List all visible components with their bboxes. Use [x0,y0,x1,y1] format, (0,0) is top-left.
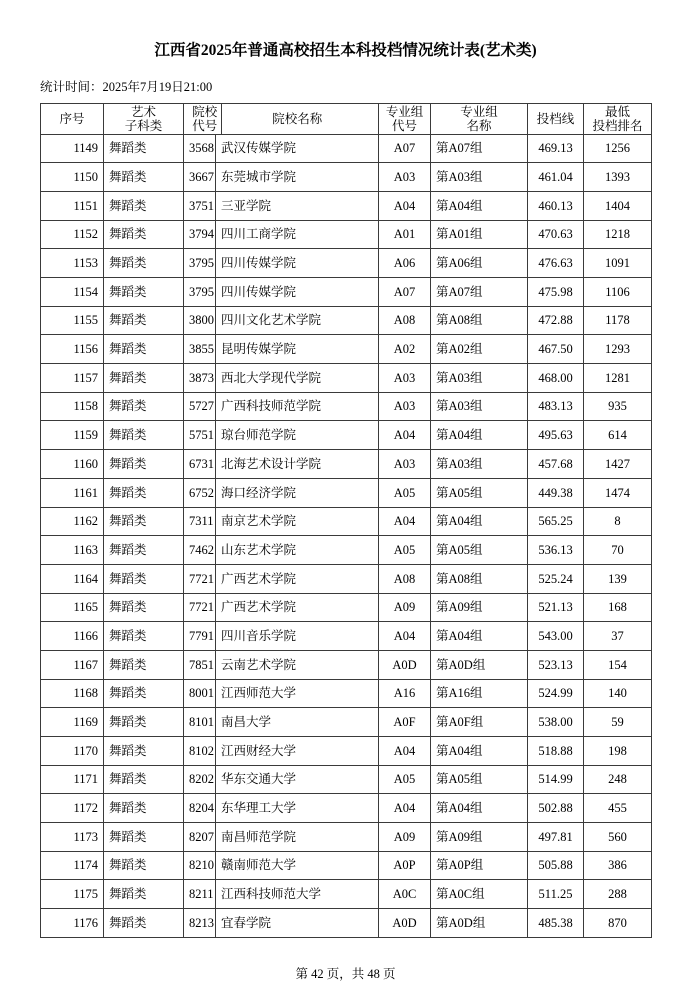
cell-line: 514.99 [528,765,584,794]
cell-gname: 第A0C组 [431,880,528,909]
cell-rank: 1256 [584,134,652,163]
cell-code: 3568 [184,134,216,163]
cell-seq: 1162 [41,507,104,536]
cell-line: 518.88 [528,737,584,766]
cell-line: 475.98 [528,278,584,307]
cell-seq: 1154 [41,278,104,307]
cell-subcat: 舞蹈类 [104,278,184,307]
cell-seq: 1157 [41,364,104,393]
cell-code: 3794 [184,220,216,249]
cell-code: 8207 [184,823,216,852]
cell-seq: 1173 [41,823,104,852]
column-header-school [184,103,379,134]
table-row [41,220,652,249]
cell-subcat: 舞蹈类 [104,622,184,651]
cell-code: 8202 [184,765,216,794]
cell-code: 8001 [184,679,216,708]
cell-seq: 1152 [41,220,104,249]
cell-subcat: 舞蹈类 [104,364,184,393]
table-row [41,794,652,823]
cell-name: 南昌师范学院 [216,823,379,852]
cell-seq: 1175 [41,880,104,909]
header-text: 专业组 [460,104,498,119]
cell-name: 东华理工大学 [216,794,379,823]
column-header-admission-score [528,103,584,134]
table-row [41,564,652,593]
cell-gcode: A03 [379,450,431,479]
table-row [41,650,652,679]
cell-seq: 1174 [41,851,104,880]
cell-name: 广西艺术学院 [216,564,379,593]
cell-rank: 1427 [584,450,652,479]
cell-subcat: 舞蹈类 [104,392,184,421]
table-row [41,450,652,479]
table-row [41,507,652,536]
cell-gcode: A03 [379,163,431,192]
cell-seq: 1150 [41,163,104,192]
cell-name: 华东交通大学 [216,765,379,794]
cell-seq: 1172 [41,794,104,823]
cell-subcat: 舞蹈类 [104,564,184,593]
cell-gname: 第A03组 [431,364,528,393]
cell-name: 江西财经大学 [216,737,379,766]
cell-name: 江西师范大学 [216,679,379,708]
cell-line: 565.25 [528,507,584,536]
cell-rank: 1293 [584,335,652,364]
cell-subcat: 舞蹈类 [104,191,184,220]
table-row [41,163,652,192]
cell-gcode: A03 [379,392,431,421]
cell-gname: 第A07组 [431,134,528,163]
cell-code: 8213 [184,909,216,938]
cell-gcode: A0D [379,909,431,938]
cell-rank: 1281 [584,364,652,393]
cell-seq: 1158 [41,392,104,421]
cell-name: 四川传媒学院 [216,278,379,307]
cell-name: 南昌大学 [216,708,379,737]
cell-line: 538.00 [528,708,584,737]
cell-line: 505.88 [528,851,584,880]
cell-gname: 第A04组 [431,507,528,536]
cell-line: 511.25 [528,880,584,909]
stat-time [40,77,651,95]
header-text: 名称 [466,118,492,133]
cell-gcode: A06 [379,249,431,278]
cell-code: 3751 [184,191,216,220]
cell-line: 524.99 [528,679,584,708]
cell-seq: 1163 [41,536,104,565]
table-row [41,737,652,766]
cell-name: 三亚学院 [216,191,379,220]
cell-name: 四川文化艺术学院 [216,306,379,335]
cell-code: 6752 [184,478,216,507]
table-row [41,306,652,335]
cell-rank: 935 [584,392,652,421]
cell-gcode: A0D [379,650,431,679]
cell-subcat: 舞蹈类 [104,306,184,335]
cell-subcat: 舞蹈类 [104,737,184,766]
cell-gname: 第A08组 [431,564,528,593]
cell-subcat: 舞蹈类 [104,163,184,192]
cell-seq: 1164 [41,564,104,593]
cell-gname: 第A09组 [431,823,528,852]
cell-gcode: A09 [379,823,431,852]
table-row [41,191,652,220]
cell-gcode: A04 [379,421,431,450]
cell-gcode: A05 [379,536,431,565]
column-header-lowest-rank [584,103,652,134]
table-row [41,708,652,737]
cell-gname: 第A03组 [431,450,528,479]
cell-subcat: 舞蹈类 [104,536,184,565]
cell-line: 495.63 [528,421,584,450]
cell-code: 7721 [184,593,216,622]
cell-subcat: 舞蹈类 [104,478,184,507]
table-row [41,536,652,565]
cell-subcat: 舞蹈类 [104,650,184,679]
cell-subcat: 舞蹈类 [104,909,184,938]
cell-line: 467.50 [528,335,584,364]
cell-line: 543.00 [528,622,584,651]
cell-gname: 第A07组 [431,278,528,307]
cell-gname: 第A01组 [431,220,528,249]
cell-seq: 1176 [41,909,104,938]
cell-subcat: 舞蹈类 [104,507,184,536]
cell-code: 3800 [184,306,216,335]
cell-name: 东莞城市学院 [216,163,379,192]
cell-gname: 第A04组 [431,191,528,220]
cell-subcat: 舞蹈类 [104,794,184,823]
cell-subcat: 舞蹈类 [104,335,184,364]
table-row [41,335,652,364]
cell-code: 6731 [184,450,216,479]
table-row [41,851,652,880]
cell-gcode: A04 [379,794,431,823]
page-number-text: 第 42 页，共 48 页 [295,966,396,981]
table-row [41,765,652,794]
cell-rank: 1218 [584,220,652,249]
cell-rank: 154 [584,650,652,679]
column-header-group-name [431,103,528,134]
cell-seq: 1167 [41,650,104,679]
cell-subcat: 舞蹈类 [104,851,184,880]
header-text: 艺术 [130,104,156,119]
cell-seq: 1170 [41,737,104,766]
cell-name: 四川传媒学院 [216,249,379,278]
cell-line: 523.13 [528,650,584,679]
cell-gcode: A04 [379,737,431,766]
cell-gcode: A05 [379,765,431,794]
cell-code: 8204 [184,794,216,823]
cell-gcode: A0P [379,851,431,880]
cell-line: 468.00 [528,364,584,393]
cell-rank: 455 [584,794,652,823]
cell-rank: 59 [584,708,652,737]
cell-code: 8102 [184,737,216,766]
cell-rank: 139 [584,564,652,593]
cell-rank: 614 [584,421,652,450]
cell-subcat: 舞蹈类 [104,450,184,479]
cell-rank: 70 [584,536,652,565]
cell-gcode: A07 [379,278,431,307]
cell-code: 5727 [184,392,216,421]
header-text: 代号 [392,118,418,133]
cell-line: 525.24 [528,564,584,593]
cell-code: 8211 [184,880,216,909]
table-row [41,249,652,278]
cell-subcat: 舞蹈类 [104,880,184,909]
table-row [41,421,652,450]
cell-name: 广西艺术学院 [216,593,379,622]
cell-rank: 8 [584,507,652,536]
cell-gname: 第A02组 [431,335,528,364]
cell-gcode: A0F [379,708,431,737]
cell-line: 536.13 [528,536,584,565]
cell-line: 472.88 [528,306,584,335]
header-text: 子科类 [124,118,163,133]
table-row [41,364,652,393]
cell-name: 昆明传媒学院 [216,335,379,364]
cell-gcode: A0C [379,880,431,909]
cell-gcode: A16 [379,679,431,708]
cell-name: 海口经济学院 [216,478,379,507]
cell-name: 广西科技师范学院 [216,392,379,421]
cell-seq: 1160 [41,450,104,479]
table-row [41,134,652,163]
cell-line: 469.13 [528,134,584,163]
cell-rank: 1404 [584,191,652,220]
cell-gcode: A08 [379,564,431,593]
cell-seq: 1166 [41,622,104,651]
cell-code: 8210 [184,851,216,880]
cell-rank: 1474 [584,478,652,507]
cell-line: 476.63 [528,249,584,278]
cell-gname: 第A05组 [431,765,528,794]
cell-subcat: 舞蹈类 [104,249,184,278]
table-header-row [41,103,652,134]
cell-gname: 第A05组 [431,536,528,565]
table-row [41,679,652,708]
column-header-subcategory [104,103,184,134]
cell-rank: 1393 [584,163,652,192]
cell-rank: 560 [584,823,652,852]
cell-line: 449.38 [528,478,584,507]
table-row [41,880,652,909]
cell-gcode: A08 [379,306,431,335]
cell-code: 7721 [184,564,216,593]
cell-rank: 37 [584,622,652,651]
cell-name: 云南艺术学院 [216,650,379,679]
cell-name: 四川工商学院 [216,220,379,249]
cell-gcode: A03 [379,364,431,393]
cell-rank: 870 [584,909,652,938]
cell-gcode: A01 [379,220,431,249]
cell-rank: 1091 [584,249,652,278]
cell-gname: 第A0D组 [431,909,528,938]
header-text: 投档线 [536,111,575,126]
table-row [41,392,652,421]
header-text: 专业组 [385,104,424,119]
cell-line: 457.68 [528,450,584,479]
cell-gname: 第A04组 [431,737,528,766]
cell-subcat: 舞蹈类 [104,708,184,737]
cell-seq: 1169 [41,708,104,737]
admission-statistics-table [40,103,652,938]
header-text: 最低 [605,104,631,119]
cell-gname: 第A0D组 [431,650,528,679]
cell-name: 赣南师范大学 [216,851,379,880]
cell-subcat: 舞蹈类 [104,421,184,450]
table-row [41,478,652,507]
cell-rank: 140 [584,679,652,708]
cell-line: 461.04 [528,163,584,192]
table-row [41,278,652,307]
cell-seq: 1149 [41,134,104,163]
cell-subcat: 舞蹈类 [104,134,184,163]
cell-rank: 168 [584,593,652,622]
cell-gcode: A04 [379,191,431,220]
cell-gcode: A02 [379,335,431,364]
cell-line: 497.81 [528,823,584,852]
cell-subcat: 舞蹈类 [104,823,184,852]
cell-gcode: A07 [379,134,431,163]
cell-seq: 1171 [41,765,104,794]
cell-seq: 1155 [41,306,104,335]
cell-code: 3667 [184,163,216,192]
cell-name: 武汉传媒学院 [216,134,379,163]
cell-subcat: 舞蹈类 [104,679,184,708]
cell-gcode: A04 [379,622,431,651]
table-row [41,909,652,938]
cell-rank: 288 [584,880,652,909]
cell-gname: 第A0P组 [431,851,528,880]
cell-name: 江西科技师范大学 [216,880,379,909]
table-header [41,103,652,134]
cell-code: 3873 [184,364,216,393]
cell-gname: 第A04组 [431,421,528,450]
cell-rank: 386 [584,851,652,880]
cell-name: 四川音乐学院 [216,622,379,651]
cell-name: 南京艺术学院 [216,507,379,536]
cell-line: 521.13 [528,593,584,622]
header-text: 代号 [192,118,218,133]
cell-code: 5751 [184,421,216,450]
cell-rank: 1106 [584,278,652,307]
cell-gname: 第A06组 [431,249,528,278]
cell-code: 3795 [184,278,216,307]
cell-line: 485.38 [528,909,584,938]
cell-line: 460.13 [528,191,584,220]
cell-line: 470.63 [528,220,584,249]
cell-code: 8101 [184,708,216,737]
cell-code: 7462 [184,536,216,565]
cell-gname: 第A03组 [431,392,528,421]
cell-name: 北海艺术设计学院 [216,450,379,479]
cell-gcode: A09 [379,593,431,622]
cell-gname: 第A08组 [431,306,528,335]
cell-subcat: 舞蹈类 [104,593,184,622]
cell-seq: 1151 [41,191,104,220]
cell-gname: 第A16组 [431,679,528,708]
cell-seq: 1156 [41,335,104,364]
cell-name: 琼台师范学院 [216,421,379,450]
table-body [41,134,652,937]
cell-seq: 1153 [41,249,104,278]
cell-gname: 第A0F组 [431,708,528,737]
cell-name: 山东艺术学院 [216,536,379,565]
cell-gcode: A05 [379,478,431,507]
header-text: 院校名称 [272,111,323,126]
header-text: 投档排名 [592,118,643,133]
cell-subcat: 舞蹈类 [104,765,184,794]
table-row [41,622,652,651]
cell-gname: 第A03组 [431,163,528,192]
cell-seq: 1161 [41,478,104,507]
cell-subcat: 舞蹈类 [104,220,184,249]
stat-time-label: 统计时间： [40,79,103,94]
page-footer [40,964,651,982]
table-row [41,593,652,622]
cell-code: 3795 [184,249,216,278]
cell-code: 3855 [184,335,216,364]
cell-line: 502.88 [528,794,584,823]
cell-name: 西北大学现代学院 [216,364,379,393]
stat-time-value: 2025年7月19日21:00 [102,79,213,94]
cell-gcode: A04 [379,507,431,536]
table-row [41,823,652,852]
cell-seq: 1159 [41,421,104,450]
page-title: 江西省2025年普通高校招生本科投档情况统计表(艺术类) [154,42,537,59]
cell-seq: 1168 [41,679,104,708]
cell-rank: 198 [584,737,652,766]
cell-gname: 第A09组 [431,593,528,622]
cell-code: 7791 [184,622,216,651]
column-header-group-code [379,103,431,134]
cell-gname: 第A04组 [431,622,528,651]
cell-rank: 248 [584,765,652,794]
column-header-seq [41,103,104,134]
cell-line: 483.13 [528,392,584,421]
cell-code: 7311 [184,507,216,536]
header-text: 院校 [192,104,218,119]
cell-name: 宜春学院 [216,909,379,938]
cell-code: 7851 [184,650,216,679]
cell-gname: 第A04组 [431,794,528,823]
header-text: 序号 [59,111,85,126]
cell-rank: 1178 [584,306,652,335]
cell-gname: 第A05组 [431,478,528,507]
cell-seq: 1165 [41,593,104,622]
